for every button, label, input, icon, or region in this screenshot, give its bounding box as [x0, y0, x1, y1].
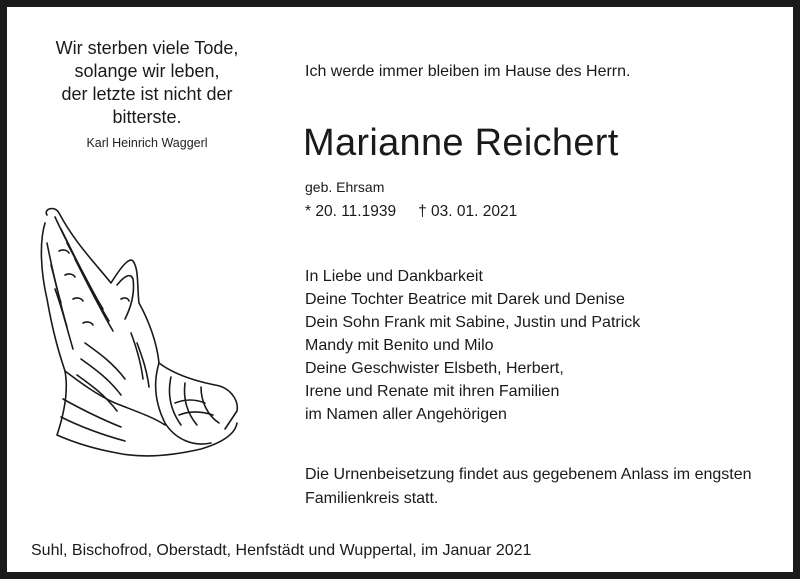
life-dates	[305, 203, 517, 221]
mourner-line: Mandy mit Benito und Milo	[305, 337, 494, 354]
quote-text	[37, 37, 257, 129]
maiden-name: geb. Ehrsam	[305, 179, 385, 195]
quote-line: Wir sterben viele Tode,	[55, 38, 239, 58]
mourner-line: Deine Tochter Beatrice mit Darek und Denise	[305, 291, 625, 308]
mourner-line: In Liebe und Dankbarkeit	[305, 268, 483, 285]
quote-line: der letzte ist nicht der	[61, 84, 233, 104]
funeral-note-line: Familienkreis statt.	[305, 490, 439, 507]
mourner-line: Irene und Renate mit ihren Familien	[305, 383, 560, 400]
mourners-list	[305, 265, 765, 426]
mourner-line: im Namen aller Angehörigen	[305, 406, 507, 423]
mourner-line: Deine Geschwister Elsbeth, Herbert,	[305, 360, 564, 377]
quote-line: bitterste.	[112, 107, 182, 127]
praying-hands-icon	[25, 203, 257, 473]
footer-places-date: Suhl, Bischofrod, Oberstadt, Henfstädt und Wuppertal, im Januar 2021	[31, 542, 532, 559]
death-date: † 03. 01. 2021	[418, 203, 518, 220]
quote-author: Karl Heinrich Waggerl	[86, 136, 208, 150]
psalm-verse: Ich werde immer bleiben im Hause des Herrn.	[305, 63, 631, 80]
birth-date: * 20. 11.1939	[305, 203, 397, 220]
quote-line: solange wir leben,	[74, 61, 220, 81]
deceased-name: Marianne Reichert	[303, 122, 619, 164]
quote-block	[37, 37, 257, 150]
funeral-note-line: Die Urnenbeisetzung findet aus gegebenem Anlass im engsten	[305, 466, 752, 483]
funeral-note	[305, 463, 795, 511]
mourner-line: Dein Sohn Frank mit Sabine, Justin und Patrick	[305, 314, 641, 331]
